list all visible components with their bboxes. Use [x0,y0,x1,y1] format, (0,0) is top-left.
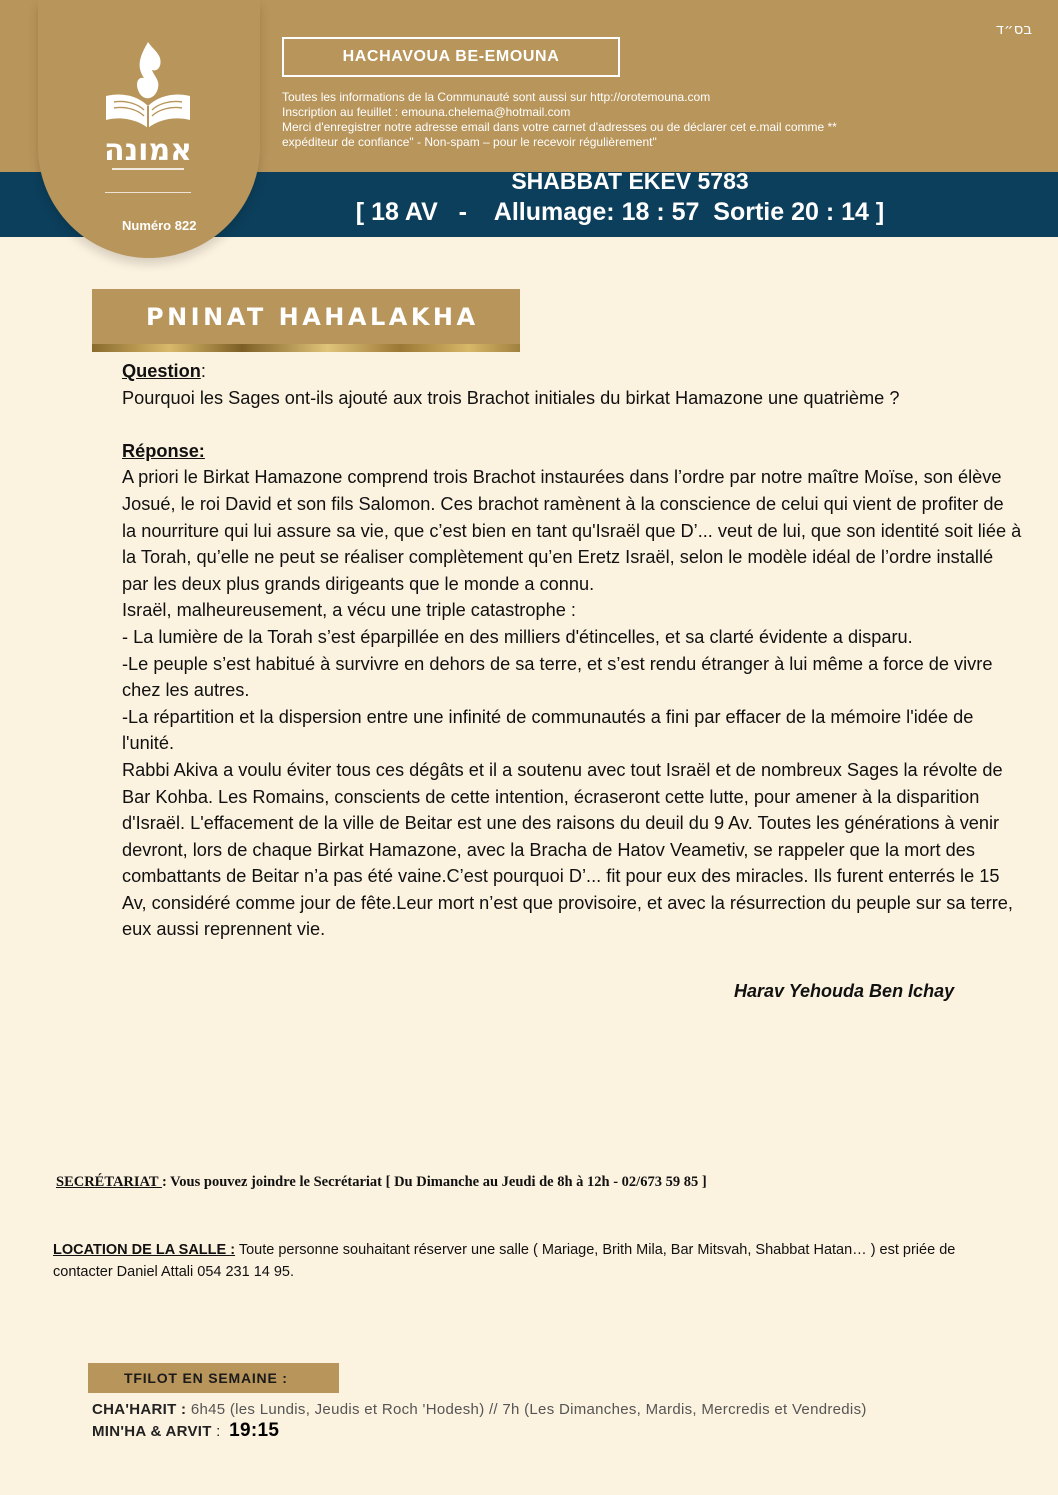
banner-foil-stripe [92,344,520,352]
answer-paragraph: Israël, malheureusement, a vécu une triple catastrophe : [122,600,576,621]
issue-number: Numéro 822 [122,218,197,233]
secretariat-text: : Vous pouvez joindre le Secrétariat [ Du Dimanche au Jeudi de 8h à 12h - 02/673 59 85 ] [161,1174,707,1190]
info-line-email: Inscription au feuillet : emouna.chelema@hotmail.com [282,105,571,119]
info-line-website: Toutes les informations de la Communauté sont aussi sur http://orotemouna.com [282,90,711,104]
chaharit-label: CHA'HARIT : [92,1401,187,1418]
minha-time: 19:15 [229,1420,280,1441]
chaharit-times: 6h45 (les Lundis, Jeudis et Roch 'Hodesh) // 7h (Les Dimanches, Mardis, Mercredis et Vendredis) [186,1401,867,1418]
location-label: LOCATION DE LA SALLE : [53,1242,236,1258]
question-label: Question [122,361,201,381]
location-text: Toute personne souhaitant réserver une salle ( Mariage, Brith Mila, Bar Mitsvah, Shabbat Hatan… ) est priée de contacter Daniel Attali 054 231 14 95. [53,1242,956,1280]
secretariat-label: SECRÉTARIAT [56,1174,162,1190]
answer-paragraph: A priori le Birkat Hamazone comprend trois Brachot instaurées dans l’ordre par notre maître Moïse, son élève Josué, le roi David et son fils Salomon. Ces brachot ramènent à la conscience de celui qui vient de profiter de la nourriture qui lui assure sa vie, que c’est bien en tant qu'Israël que D’... veut de lui, que son identité soit liée à la Torah, qu’elle ne peut se réaliser complètement qu’en Eretz Israël, selon le modèle idéal de l’ordre installé par les deux plus grands dirigeants que le monde a connu. [122,467,1022,594]
answer-label: Réponse: [122,440,205,461]
article [122,358,1022,943]
location-notice [53,1239,1003,1283]
section-title: PNINAT HAHALAKHA [146,302,479,331]
newsletter-title: HACHAVOUA BE-EMOUNA [282,37,620,77]
author-signature: Harav Yehouda Ben Ichay [734,981,955,1001]
minha-schedule: MIN'HA & ARVIT : 19:15 [92,1420,280,1441]
info-line-whitelist: Merci d'enregistrer notre adresse email dans votre carnet d'adresses ou de déclarer cet e.mail comme ** [282,120,837,134]
chaharit-schedule [92,1401,867,1418]
answer-paragraph: Rabbi Akiva a voulu éviter tous ces dégâts et il a soutenu avec tout Israël et de nombreux Sages la révolte de Bar Kohba. Les Romains, conscients de cette intention, écraseront cette lutte, pour amener à la disparition d'Israël. L'effacement de la ville de Beitar est une des raisons du deuil du 9 Av. Toutes les générations à venir devront, lors de chaque Birkat Hamazone, avec la Bracha de Hatov Veametiv, se rappeler que la mort des combattants de Beitar n’a pas été vaine.C’est pourquoi D’... fit pour eux des miracles. Ils furent enterrés le 15 Av, considéré comme jour de fête.Leur mort n’est que provisoire, et avec la résurrection du peuple sur sa terre, eux aussi reprennent vie. [122,759,1013,940]
shabbat-title: SHABBAT EKEV 5783 [511,168,749,194]
minha-label: MIN'HA & ARVIT [92,1423,212,1440]
info-line-nonspam: expéditeur de confiance" - Non-spam – pour le recevoir régulièrement" [282,135,657,149]
logo-divider [105,192,191,193]
bsd-mark: בס״ד [995,20,1032,38]
answer-paragraph: - La lumière de la Torah s’est éparpillée en des milliers d'étincelles, et sa clarté évidente a disparu. [122,626,913,647]
answer-paragraph: -La répartition et la dispersion entre une infinité de communautés a fini par effacer de la mémoire l'idée de l'unité. [122,706,974,754]
secretariat-notice [56,1174,707,1191]
logo-wordmark: אמונה [103,133,193,168]
tfilot-banner [88,1363,339,1393]
question-text: Pourquoi les Sages ont-ils ajouté aux trois Brachot initiales du birkat Hamazone une quatrième ? [122,387,900,408]
section-banner [92,289,520,344]
question-heading: Question: [122,361,206,381]
emouna-logo [100,36,196,186]
answer-paragraph: -Le peuple s’est habitué à survivre en dehors de sa terre, et s’est rendu étranger à lui même a force de vivre chez les autres. [122,653,993,701]
shabbat-times: [ 18 AV - Allumage: 18 : 57 Sortie 20 : 14 ] [355,198,885,226]
tfilot-title: TFILOT EN SEMAINE : [124,1370,288,1386]
info-block [282,90,942,150]
